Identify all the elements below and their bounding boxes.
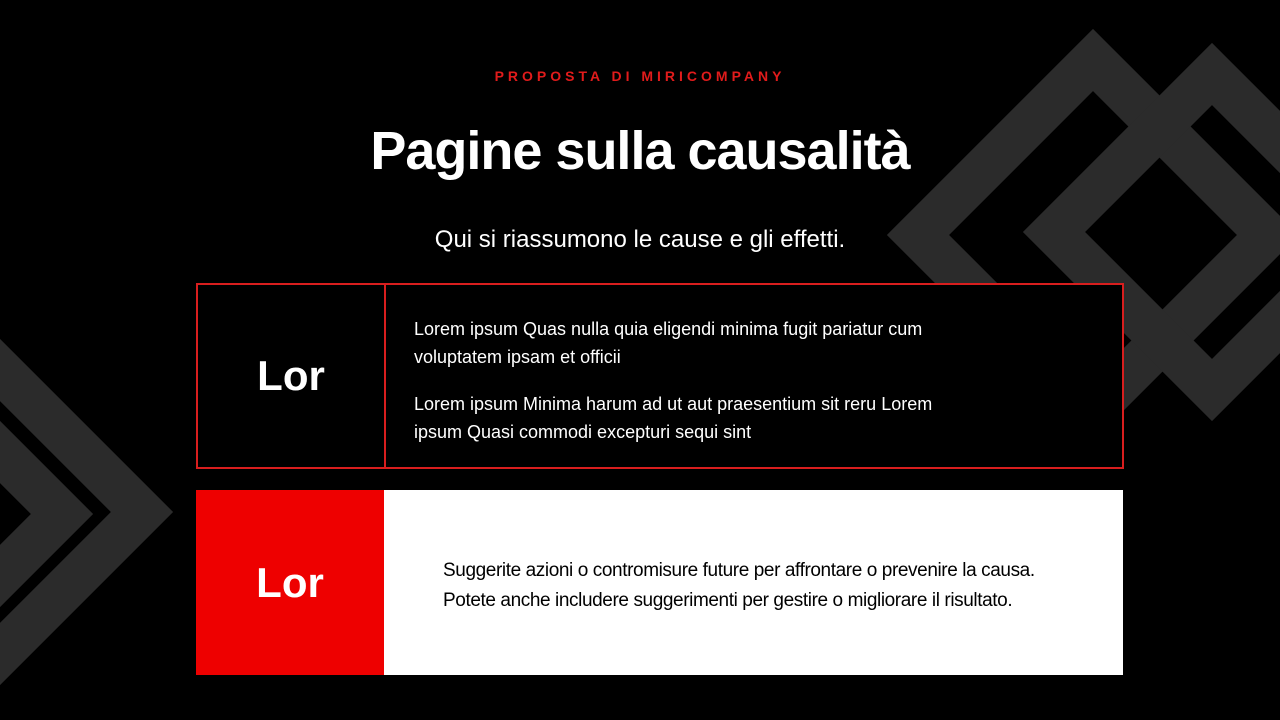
action-line-2: Potete anche includere suggerimenti per gestire o migliorare il risultato. — [443, 590, 1013, 611]
action-card-label: Lor — [196, 490, 384, 675]
action-line-1: Suggerite azioni o contromisure future per affrontare o prevenire la causa. — [443, 560, 1035, 581]
cause-paragraph-1: Lorem ipsum Quas nulla quia eligendi minima fugit pariatur cum voluptatem ipsam et officii — [414, 319, 923, 367]
eyebrow-label: PROPOSTA DI MIRICOMPANY — [494, 68, 786, 84]
slide-subtitle: Qui si riassumono le cause e gli effetti. — [434, 226, 846, 253]
action-card — [196, 490, 1123, 675]
cause-paragraph-2: Lorem ipsum Minima harum ad ut aut praesentium sit reru Lorem ipsum Quasi commodi excepturi sequi sint — [414, 394, 933, 442]
cause-card — [196, 283, 1124, 469]
cause-card-body — [386, 285, 1122, 467]
cause-card-label: Lor — [198, 285, 386, 467]
action-card-body — [384, 490, 1123, 675]
slide-title: Pagine sulla causalità — [370, 121, 910, 181]
